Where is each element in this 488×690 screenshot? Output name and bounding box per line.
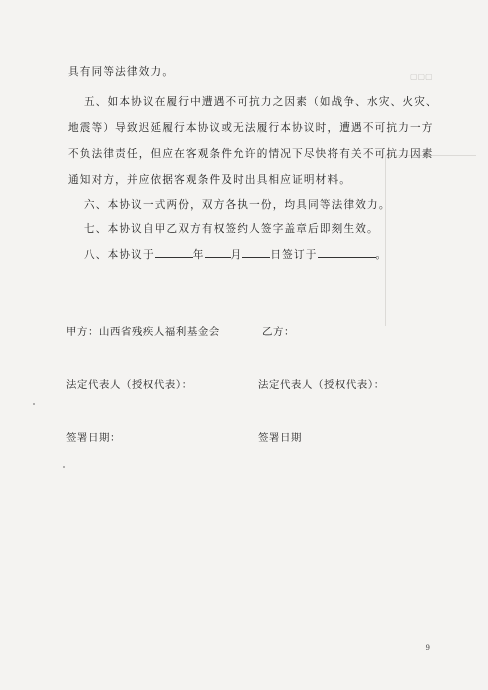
clause-8-prefix: 八、本协议于 — [84, 249, 155, 261]
day-blank — [242, 246, 270, 258]
scan-speck — [63, 466, 65, 468]
clause-7: 七、本协议自甲乙双方有权签约人签字盖章后即刻生效。 — [84, 223, 379, 235]
party-b-sign-date: 签署日期 — [258, 432, 302, 444]
party-b-representative: 法定代表人（授权代表）： — [258, 379, 385, 391]
clause-8-month: 月 — [230, 249, 243, 261]
party-b-label: 乙方： — [262, 326, 295, 338]
clause-8-year: 年 — [192, 249, 205, 261]
clause-8-end: 。 — [375, 249, 388, 261]
bleed-through-mark: ▢▢▢ — [410, 72, 433, 81]
clause-5-line-3: 不负法律责任，但应在客观条件允许的情况下尽快将有关不可抗力因素 — [68, 148, 434, 160]
clause-continuation: 具有同等法律效力。 — [68, 66, 175, 78]
month-blank — [205, 246, 231, 258]
clause-8-day-signed: 日签订于 — [270, 249, 318, 261]
scan-speck — [33, 403, 35, 405]
party-a-sign-date: 签署日期： — [66, 432, 121, 444]
clause-5-line-2: 地震等）导致迟延履行本协议或无法履行本协议时，遭遇不可抗力一方 — [68, 122, 434, 134]
clause-5-line-4: 通知对方，并应依据客观条件及时出具相应证明材料。 — [68, 174, 352, 186]
clause-6: 六、本协议一式两份，双方各执一份，均具同等法律效力。 — [84, 199, 391, 211]
clause-8 — [84, 246, 387, 262]
party-a-representative: 法定代表人（授权代表）： — [66, 379, 193, 391]
place-blank — [318, 246, 376, 258]
page-number: 9 — [425, 644, 430, 652]
clause-5-line-1: 五、如本协议在履行中遭遇不可抗力之因素（如战争、水灾、火灾、 — [84, 96, 438, 108]
bleed-through-table — [385, 155, 476, 326]
year-blank — [155, 246, 193, 258]
party-a-label: 甲方：山西省残疾人福利基金会 — [66, 326, 220, 338]
